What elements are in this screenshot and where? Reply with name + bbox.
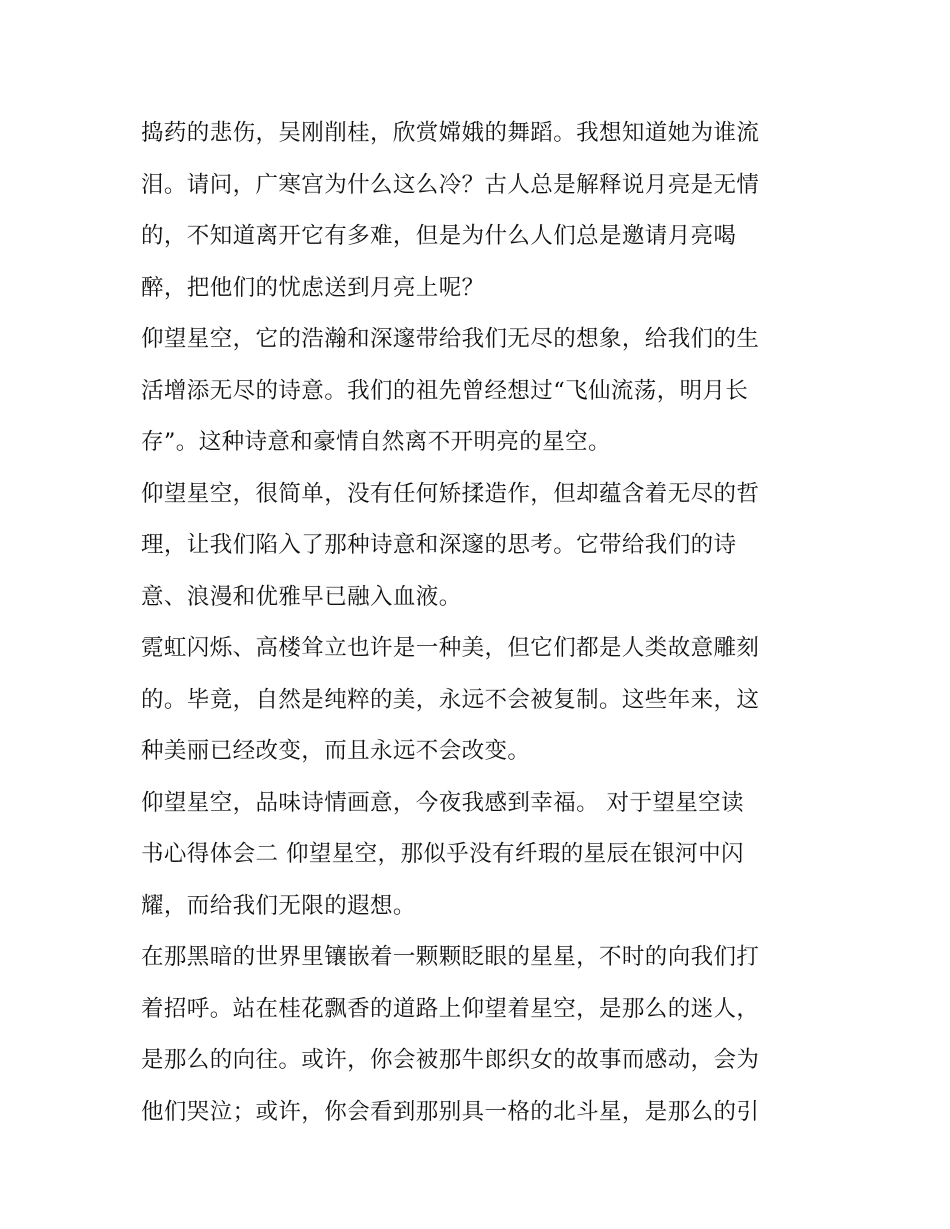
text-line: 耀，而给我们无限的遐想。 — [141, 892, 416, 919]
text-line: 书心得体会二 仰望星空，那似乎没有纤瑕的星辰在银河中闪 — [141, 841, 744, 867]
text-line: 是那么的向往。或许，你会被那牛郎织女的故事而感动，会为 — [141, 1047, 760, 1073]
body-text — [141, 108, 813, 1138]
text-line: 着招呼。站在桂花飘香的道路上仰望着星空，是那么的迷人， — [141, 995, 760, 1022]
text-line: 他们哭泣；或许，你会看到那别具一格的北斗星，是那么的引 — [141, 1098, 760, 1125]
text-line: 的，不知道离开它有多难，但是为什么人们总是邀请月亮喝 — [141, 223, 737, 249]
text-line: 仰望星空，品味诗情画意，今夜我感到幸福。 对于望星空读 — [141, 789, 744, 816]
text-line: 仰望星空，它的浩瀚和深邃带给我们无尽的想象，给我们的生 — [141, 326, 760, 352]
text-line: 泪。请问，广寒宫为什么这么冷？古人总是解释说月亮是无情 — [141, 171, 760, 198]
text-line: 意、浪漫和优雅早已融入血液。 — [141, 583, 462, 610]
text-line: 捣药的悲伤，吴刚削桂，欣赏嫦娥的舞蹈。我想知道她为谁流 — [141, 120, 760, 146]
text-line: 的。毕竟，自然是纯粹的美，永远不会被复制。这些年来，这 — [141, 686, 760, 713]
text-line: 理，让我们陷入了那种诗意和深邃的思考。它带给我们的诗 — [141, 532, 737, 558]
text-line: 活增添无尽的诗意。我们的祖先曾经想过“飞仙流荡，明月长 — [141, 377, 749, 404]
text-line: 仰望星空，很简单，没有任何矫揉造作，但却蕴含着无尽的哲 — [141, 480, 760, 507]
text-line: 醉，把他们的忧虑送到月亮上呢？ — [141, 274, 485, 301]
text-line: 存”。这种诗意和豪情自然离不开明亮的星空。 — [141, 429, 611, 455]
text-line: 霓虹闪烁、高楼耸立也许是一种美，但它们都是人类故意雕刻 — [141, 635, 760, 661]
text-line: 种美丽已经改变，而且永远不会改变。 — [141, 738, 531, 764]
text-line: 在那黑暗的世界里镶嵌着一颗颗眨眼的星星，不时的向我们打 — [141, 944, 760, 970]
